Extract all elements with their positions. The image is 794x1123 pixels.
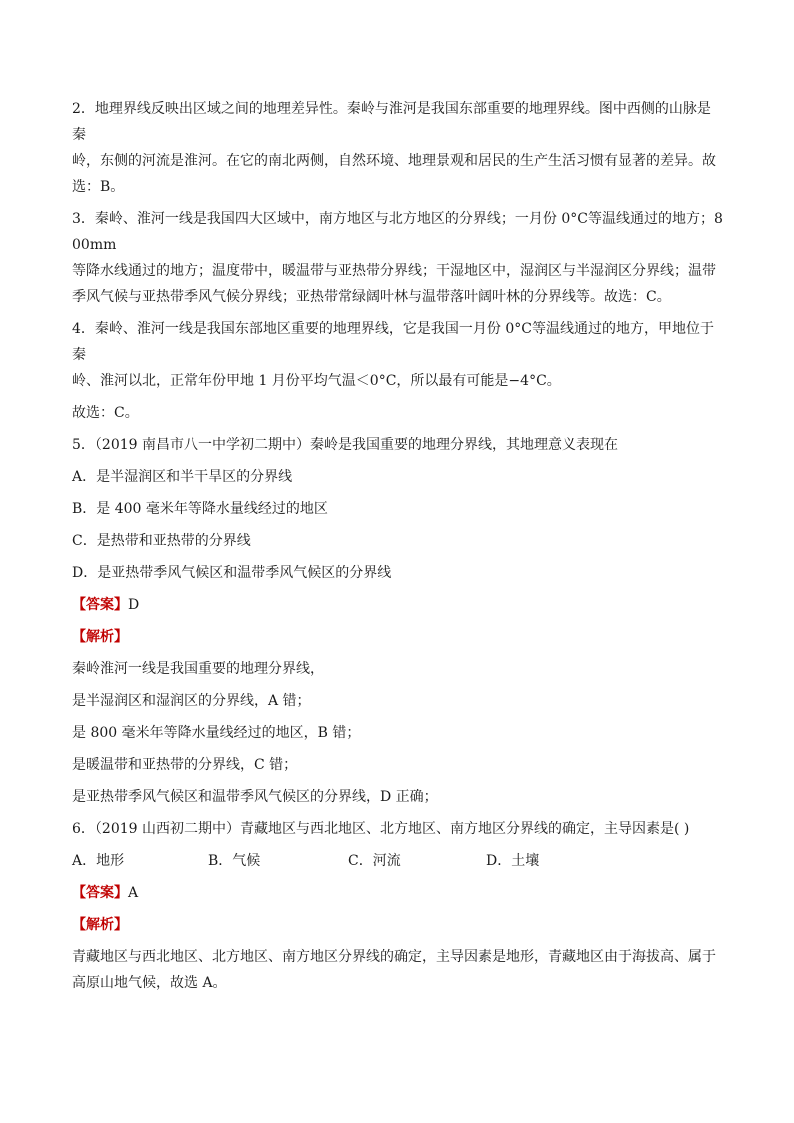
q6-analysis-line-1: 青藏地区与西北地区、北方地区、南方地区分界线的确定，主导因素是地形，青藏地区由于海拔高、属于 [72, 949, 716, 965]
q6-option-b: B．气候 [208, 853, 261, 869]
q6-block [72, 816, 724, 996]
q4-line-2: 岭、淮河以北，正常年份甲地 1 月份平均气温＜0°C，所以最有可能是−4°C。 [72, 373, 561, 389]
q6-option-a: A．地形 [72, 853, 125, 869]
q3-line-1: 3．秦岭、淮河一线是我国四大区域中，南方地区与北方地区的分界线；一月份 0°C等温线通过的地方；800mm [72, 211, 723, 253]
q6-stem: 6．（2019 山西初二期中）青藏地区与西北地区、北方地区、南方地区分界线的确定，主导因素是( ) [72, 821, 690, 837]
q2-line-1: 2．地理界线反映出区域之间的地理差异性。秦岭与淮河是我国东部重要的地理界线。图中西侧的山脉是秦 [72, 101, 711, 143]
q6-answer-value: A [128, 885, 139, 901]
q5-answer [72, 592, 724, 618]
q5-analysis-line-5: 是亚热带季风气候区和温带季风气候区的分界线，D 正确； [72, 789, 438, 805]
q5-analysis-label: 【解析】 [72, 629, 128, 645]
q4-line-1: 4．秦岭、淮河一线是我国东部地区重要的地理界线，它是我国一月份 0°C等温线通过的地方，甲地位于秦 [72, 321, 714, 363]
q6-options [72, 848, 724, 874]
q5-answer-label: 【答案】 [72, 597, 128, 613]
q5-analysis-line-1: 秦岭淮河一线是我国重要的地理分界线， [72, 661, 324, 677]
q5-stem: 5．（2019 南昌市八一中学初二期中）秦岭是我国重要的地理分界线，其地理意义表现在 [72, 437, 618, 453]
q3-line-2: 等降水线通过的地方；温度带中，暖温带与亚热带分界线；干湿地区中，湿润区与半湿润区分界线；温带 [72, 263, 716, 279]
q2-line-2: 岭，东侧的河流是淮河。在它的南北两侧，自然环境、地理景观和居民的生产生活习惯有显著的差异。故 [72, 153, 716, 169]
q6-option-d: D．土壤 [486, 853, 540, 869]
q4-line-3: 故选：C。 [72, 405, 139, 421]
q6-analysis-line-2: 高原山地气候，故选 A。 [72, 975, 227, 991]
q6-answer-label: 【答案】 [72, 885, 128, 901]
q5-answer-value: D [128, 597, 140, 613]
q5-option-c: C．是热带和亚热带的分界线 [72, 533, 251, 549]
q6-answer [72, 880, 724, 906]
q2-explanation [72, 96, 724, 200]
q6-analysis-label: 【解析】 [72, 917, 128, 933]
q5-analysis-heading [72, 624, 724, 650]
q3-explanation [72, 206, 724, 310]
q5-analysis-line-2: 是半湿润区和湿润区的分界线，A 错； [72, 693, 311, 709]
q5-option-a: A．是半湿润区和半干旱区的分界线 [72, 469, 293, 485]
q2-line-3: 选：B。 [72, 179, 125, 195]
q6-analysis-heading [72, 912, 724, 938]
q6-option-c: C．河流 [348, 853, 401, 869]
q5-option-d: D．是亚热带季风气候区和温带季风气候区的分界线 [72, 565, 392, 581]
q5-option-b: B．是 400 毫米年等降水量线经过的地区 [72, 501, 328, 517]
q3-line-3: 季风气候与亚热带季风气候分界线；亚热带常绿阔叶林与温带落叶阔叶林的分界线等。故选：C。 [72, 289, 671, 305]
document-page [72, 96, 724, 1002]
q5-analysis-line-3: 是 800 毫米年等降水量线经过的地区，B 错； [72, 725, 361, 741]
q5-block [72, 432, 724, 810]
q4-explanation [72, 316, 724, 426]
q5-analysis-line-4: 是暖温带和亚热带的分界线，C 错； [72, 757, 298, 773]
